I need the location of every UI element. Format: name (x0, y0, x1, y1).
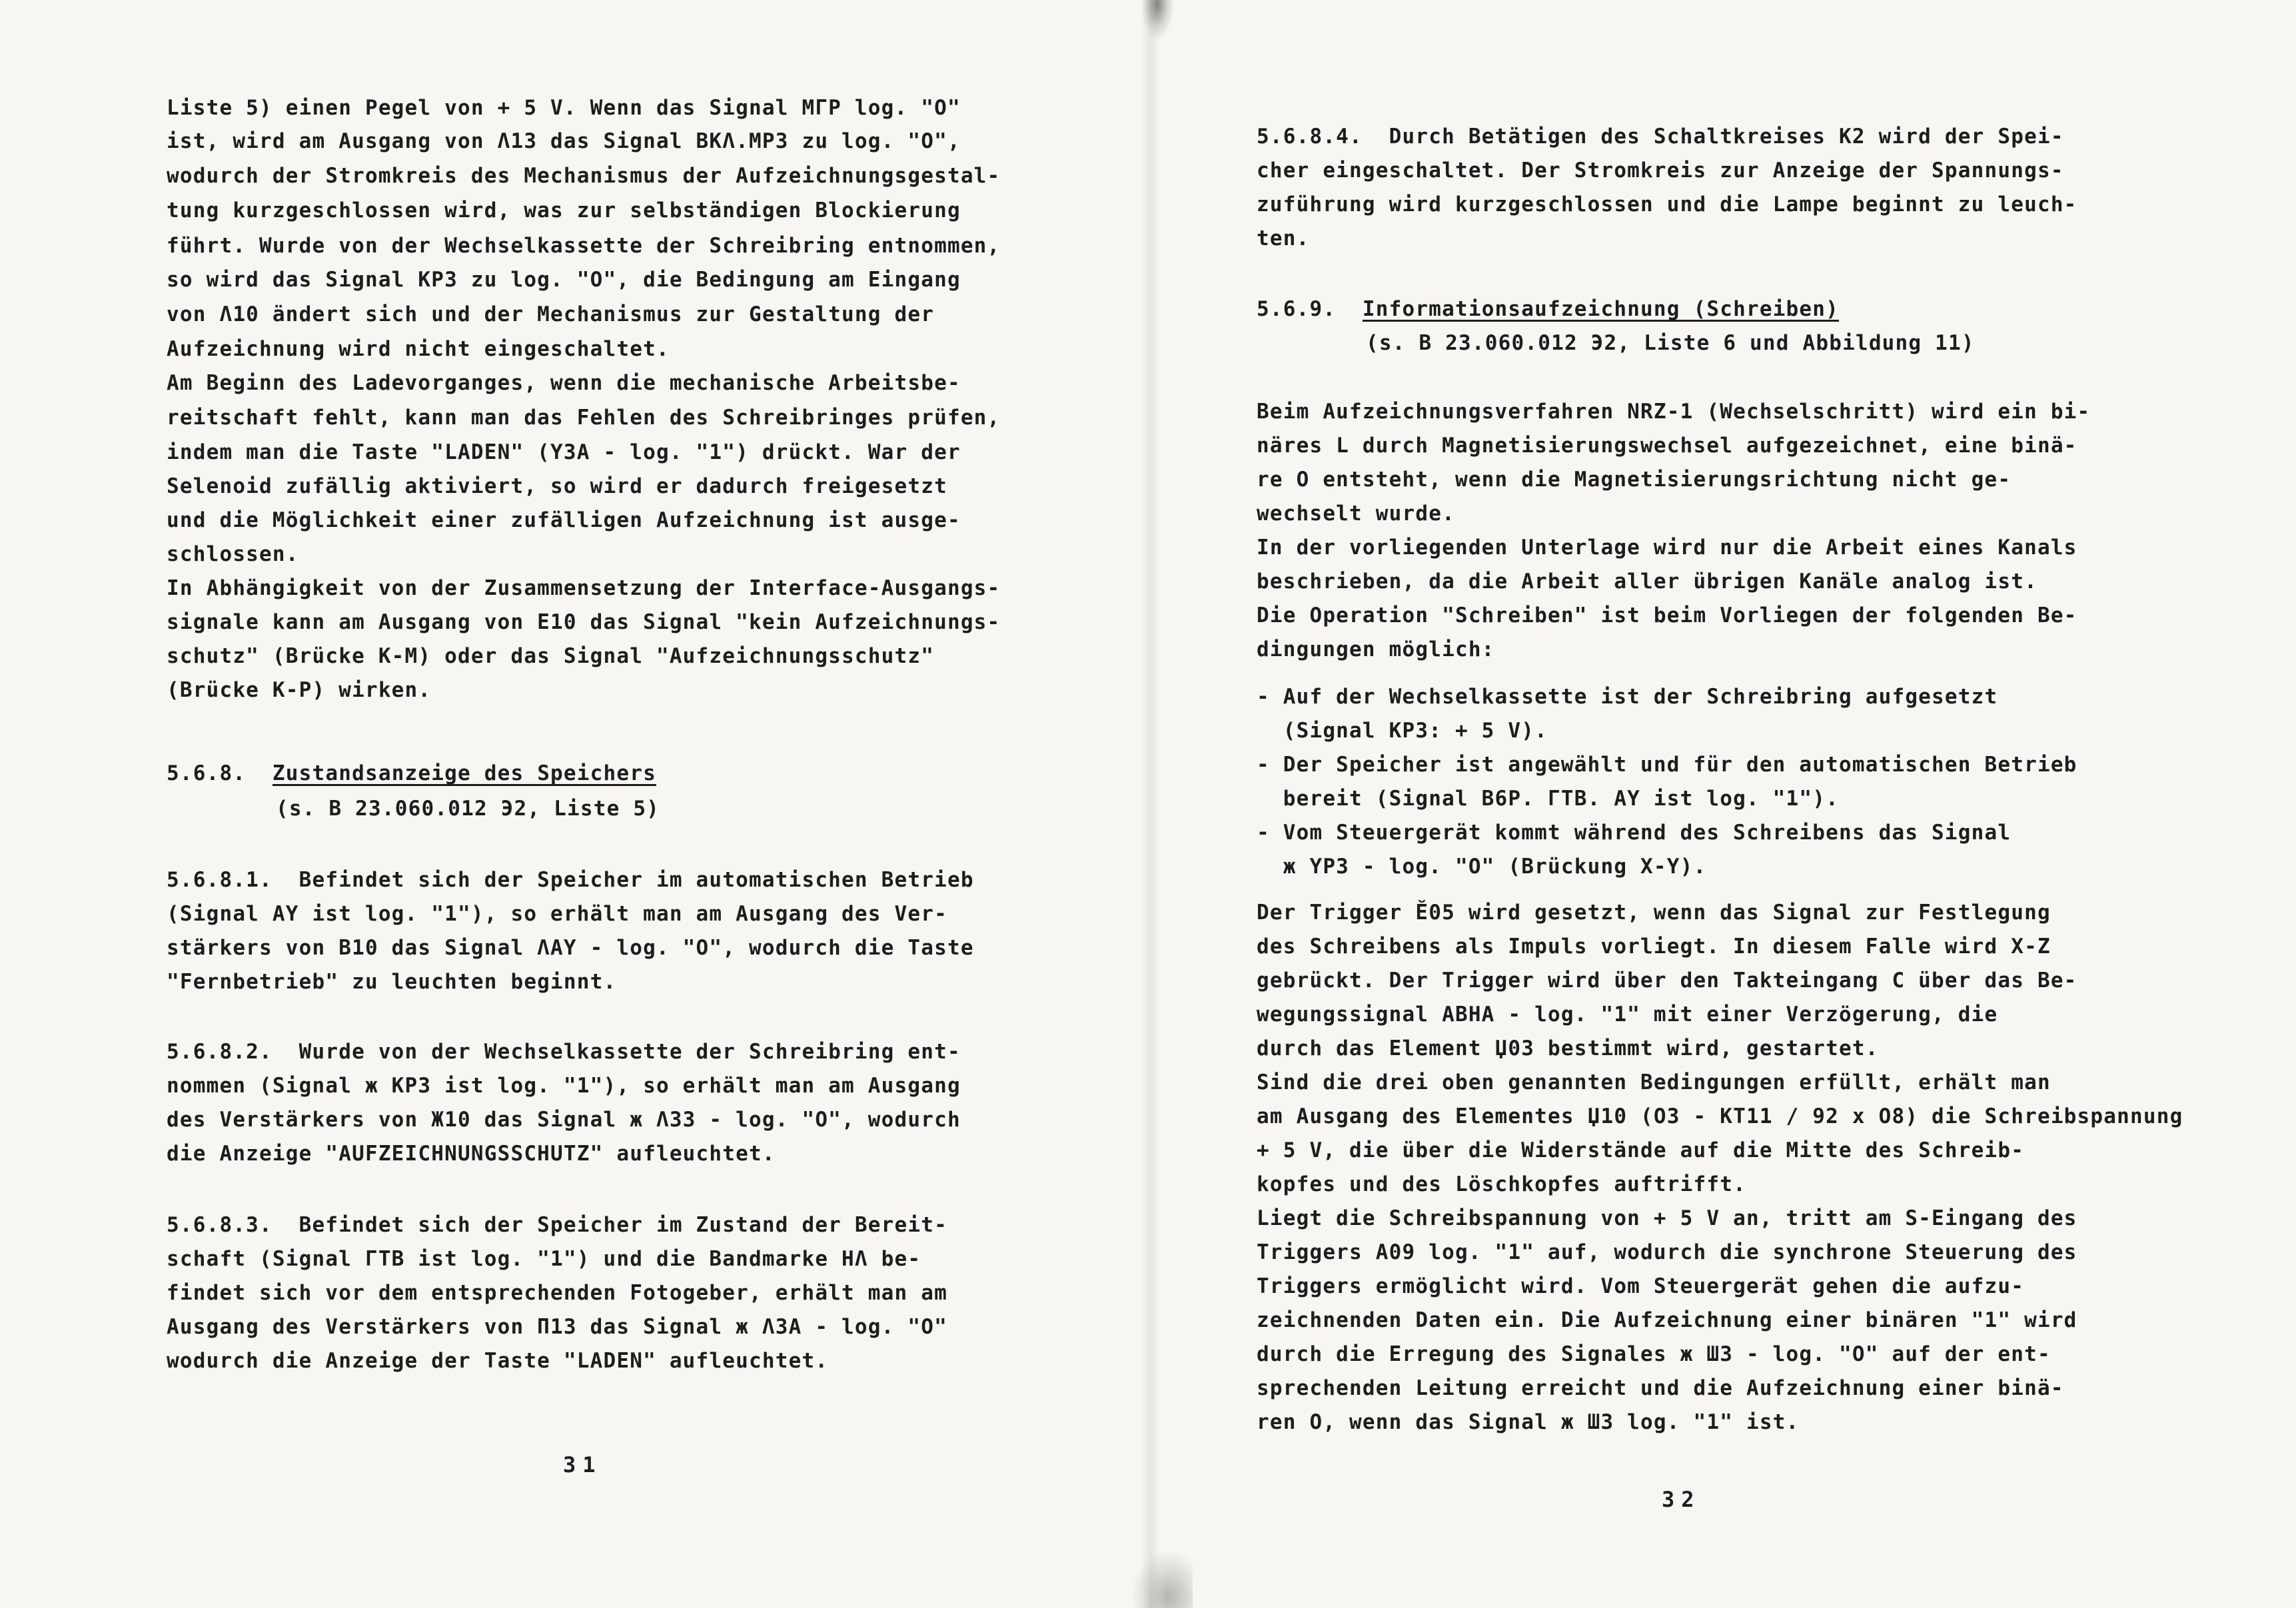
para-line: In der vorliegenden Unterlage wird nur die Arbeit eines Kanals (1257, 536, 2077, 560)
body-line: so wird das Signal KP3 zu log. "O", die Bedingung am Eingang (167, 268, 961, 292)
body-line: Selenoid zufällig aktiviert, so wird er dadurch freigesetzt (167, 474, 947, 498)
section-reference: (s. B 23.060.012 Э2, Liste 5) (276, 797, 660, 821)
para-line: 5.6.8.3. Befindet sich der Speicher im Zustand der Bereit- (167, 1213, 947, 1237)
para-line: kopfes und des Löschkopfes auftrifft. (1257, 1172, 1746, 1196)
section-number: 5.6.8. (167, 761, 247, 785)
para-line: die Anzeige "AUFZEICHNUNGSSCHUTZ" aufleuchtet. (167, 1142, 776, 1166)
para-line: des Schreibens als Impuls vorliegt. In diesem Falle wird X-Z (1257, 935, 2051, 959)
para-line: dingungen möglich: (1257, 637, 1495, 661)
para-line: 5.6.8.2. Wurde von der Wechselkassette der Schreibring ent- (167, 1040, 961, 1064)
para-line: re O entsteht, wenn die Magnetisierungsrichtung nicht ge- (1257, 468, 2011, 492)
para-line: beschrieben, da die Arbeit aller übrigen Kanäle analog ist. (1257, 570, 2037, 594)
section-number: 5.6.9. (1257, 297, 1337, 321)
para-line: wegungssignal ABHA - log. "1" mit einer Verzögerung, die (1257, 1003, 1998, 1026)
para-line: des Verstärkers von Ж10 das Signal ж Λ33 - log. "O", wodurch (167, 1108, 961, 1132)
para-line: cher eingeschaltet. Der Stromkreis zur Anzeige der Spannungs- (1257, 159, 2064, 183)
section-title: Zustandsanzeige des Speichers (272, 761, 656, 785)
page-number: 31 (563, 1452, 602, 1477)
para-line: durch die Erregung des Signales ж Ш3 - log. "O" auf der ent- (1257, 1342, 2051, 1366)
body-line: Am Beginn des Ladevorganges, wenn die mechanische Arbeitsbe- (167, 371, 961, 395)
para-line: Triggers A09 log. "1" auf, wodurch die synchrone Steuerung des (1257, 1240, 2077, 1264)
para-line: nommen (Signal ж KP3 ist log. "1"), so erhält man am Ausgang (167, 1074, 961, 1098)
para-line: schaft (Signal ΓTB ist log. "1") und die Bandmarke HΛ be- (167, 1247, 921, 1271)
para-line: am Ausgang des Elementes Џ10 (O3 - KT11 / 92 x O8) die Schreibspannung (1257, 1104, 2183, 1128)
para-line: sprechenden Leitung erreicht und die Aufzeichnung einer binä- (1257, 1376, 2064, 1400)
para-line: Triggers ermöglicht wird. Vom Steuergerät gehen die aufzu- (1257, 1274, 2025, 1298)
body-line: reitschaft fehlt, kann man das Fehlen des Schreibringes prüfen, (167, 406, 1001, 430)
para-line: ten. (1257, 226, 1310, 250)
body-line: schutz" (Brücke K-M) oder das Signal "Aufzeichnungsschutz" (167, 644, 935, 668)
body-line: und die Möglichkeit einer zufälligen Aufzeichnung ist ausge- (167, 508, 961, 532)
para-line: wodurch die Anzeige der Taste "LADEN" aufleuchtet. (167, 1349, 829, 1373)
para-line: findet sich vor dem entsprechenden Fotogeber, erhält man am (167, 1281, 947, 1305)
list-item: bereit (Signal B6P. ΓTB. AY ist log. "1"). (1257, 787, 1839, 811)
left-page (0, 0, 1141, 1608)
body-line: ist, wird am Ausgang von Λ13 das Signal BKΛ.MP3 zu log. "O", (167, 129, 961, 153)
section-heading-568 (167, 761, 656, 786)
para-line: "Fernbetrieb" zu leuchten beginnt. (167, 970, 617, 994)
list-item: - Auf der Wechselkassette ist der Schreibring aufgesetzt (1257, 685, 1998, 709)
para-line: Die Operation "Schreiben" ist beim Vorliegen der folgenden Be- (1257, 603, 2077, 627)
body-line: Aufzeichnung wird nicht eingeschaltet. (167, 337, 670, 361)
binding-gutter (1141, 0, 1161, 1608)
para-line: ren O, wenn das Signal ж Ш3 log. "1" ist. (1257, 1410, 1800, 1434)
list-item: ж YP3 - log. "O" (Brückung X-Y). (1257, 855, 1707, 879)
body-line: tung kurzgeschlossen wird, was zur selbständigen Blockierung (167, 199, 961, 222)
section-reference: (s. B 23.060.012 Э2, Liste 6 und Abbildung 11) (1366, 331, 1975, 355)
section-heading-569 (1257, 296, 1839, 322)
para-line: Beim Aufzeichnungsverfahren NRZ-1 (Wechselschritt) wird ein bi- (1257, 400, 2091, 424)
para-line: gebrückt. Der Trigger wird über den Takteingang C über das Be- (1257, 969, 2077, 993)
para-line: Sind die drei oben genannten Bedingungen erfüllt, erhält man (1257, 1070, 2051, 1094)
body-line: führt. Wurde von der Wechselkassette der Schreibring entnommen, (167, 234, 1001, 258)
body-line: (Brücke K-P) wirken. (167, 678, 432, 702)
body-line: In Abhängigkeit von der Zusammensetzung der Interface-Ausgangs- (167, 576, 1001, 600)
para-line: (Signal AY ist log. "1"), so erhält man am Ausgang des Ver- (167, 902, 947, 926)
list-item: (Signal KP3: + 5 V). (1257, 719, 1548, 743)
body-line: von Λ10 ändert sich und der Mechanismus zur Gestaltung der (167, 302, 935, 326)
para-line: durch das Element Џ03 bestimmt wird, gestartet. (1257, 1036, 1879, 1060)
para-line: wechselt wurde. (1257, 502, 1455, 526)
para-line: 5.6.8.4. Durch Betätigen des Schaltkreises K2 wird der Spei- (1257, 125, 2064, 149)
para-line: Ausgang des Verstärkers von Π13 das Signal ж Λ3A - log. "O" (167, 1315, 947, 1339)
para-line: Der Trigger Ӗ05 wird gesetzt, wenn das Signal zur Festlegung (1257, 901, 2051, 925)
para-line: Liegt die Schreibspannung von + 5 V an, tritt am S-Eingang des (1257, 1206, 2077, 1230)
body-line: indem man die Taste "LADEN" (Y3A - log. "1") drückt. War der (167, 440, 961, 464)
list-item: - Der Speicher ist angewählt und für den automatischen Betrieb (1257, 753, 2077, 777)
para-line: 5.6.8.1. Befindet sich der Speicher im automatischen Betrieb (167, 868, 974, 892)
body-line: Liste 5) einen Pegel von + 5 V. Wenn das Signal MΓP log. "O" (167, 96, 961, 120)
para-line: zuführung wird kurzgeschlossen und die Lampe beginnt zu leuch- (1257, 193, 2077, 216)
section-title: Informationsaufzeichnung (Schreiben) (1362, 297, 1840, 321)
body-line: schlossen. (167, 542, 299, 566)
para-line: näres L durch Magnetisierungswechsel aufgezeichnet, eine binä- (1257, 434, 2077, 458)
right-page (1161, 0, 2296, 1608)
body-line: signale kann am Ausgang von E10 das Signal "kein Aufzeichnungs- (167, 610, 1001, 634)
para-line: + 5 V, die über die Widerstände auf die Mitte des Schreib- (1257, 1138, 2025, 1162)
para-line: zeichnenden Daten ein. Die Aufzeichnung einer binären "1" wird (1257, 1308, 2077, 1332)
list-item: - Vom Steuergerät kommt während des Schreibens das Signal (1257, 821, 2011, 845)
para-line: stärkers von B10 das Signal ΛAY - log. "O", wodurch die Taste (167, 936, 974, 960)
page-number: 32 (1662, 1487, 1701, 1512)
body-line: wodurch der Stromkreis des Mechanismus der Aufzeichnungsgestal- (167, 164, 1001, 188)
